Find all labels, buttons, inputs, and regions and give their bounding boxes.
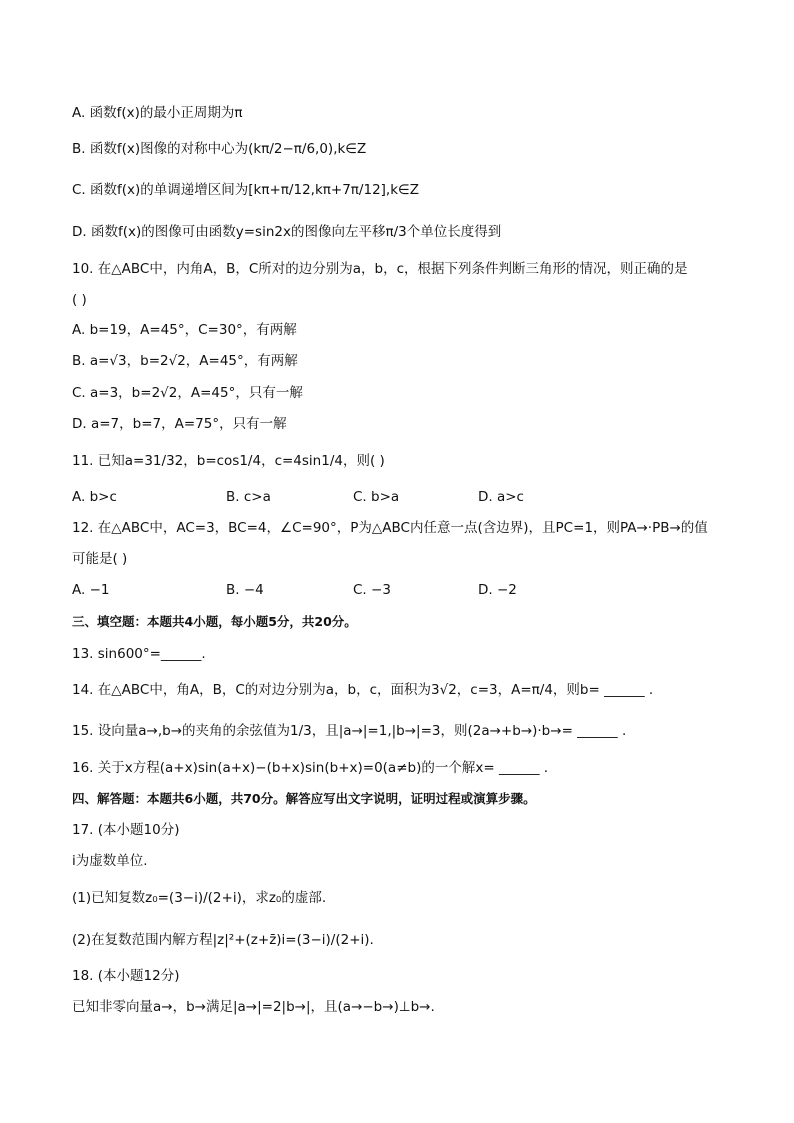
q12-option-d: D. −2 (478, 582, 517, 598)
q17-part-2: (2)在复数范围内解方程|z|²+(z+z̄)i=(3−i)/(2+i). (72, 932, 374, 948)
section-4-heading: 四、解答题：本题共6小题，共70分。解答应写出文字说明，证明过程或演算步骤。 (72, 791, 536, 806)
q11-option-a: A. b>c (72, 489, 117, 505)
q9-option-c: C. 函数f(x)的单调递增区间为[kπ+π/12,kπ+7π/12],k∈Z (72, 182, 420, 198)
q10-stem: 10. 在△ABC中，内角A，B，C所对的边分别为a，b，c，根据下列条件判断三角形的情况，则正确的是 (72, 261, 688, 277)
q11-option-c: C. b>a (353, 489, 400, 505)
q18-title: 18. (本小题12分) (72, 968, 180, 984)
q10-option-d: D. a=7，b=7，A=75°，只有一解 (72, 416, 287, 432)
q14: 14. 在△ABC中，角A，B，C的对边分别为a，b，c，面积为3√2，c=3，A=π/4，则b= ______ . (72, 682, 654, 698)
q11-stem: 11. 已知a=31/32，b=cos1/4，c=4sin1/4，则( ) (72, 453, 385, 469)
q18-stem: 已知非零向量a→，b→满足|a→|=2|b→|，且(a→−b→)⊥b→. (72, 999, 435, 1015)
q10-option-c: C. a=3，b=2√2，A=45°，只有一解 (72, 385, 303, 401)
q17-intro: i为虚数单位. (72, 853, 148, 869)
q9-option-a: A. 函数f(x)的最小正周期为π (72, 105, 243, 121)
q11-option-b: B. c>a (226, 489, 271, 505)
q12-option-b: B. −4 (226, 582, 264, 598)
q10-option-a: A. b=19，A=45°，C=30°，有两解 (72, 322, 297, 338)
q10-option-b: B. a=√3，b=2√2，A=45°，有两解 (72, 353, 298, 369)
q11-option-d: D. a>c (478, 489, 524, 505)
q9-option-d: D. 函数f(x)的图像可由函数y=sin2x的图像向左平移π/3个单位长度得到 (72, 224, 502, 240)
q15: 15. 设向量a→,b→的夹角的余弦值为1/3，且|a→|=1,|b→|=3，则(2a→+b→)·b→= ______ . (72, 723, 627, 739)
section-3-heading: 三、填空题：本题共4小题，每小题5分，共20分。 (72, 614, 357, 629)
q13: 13. sin600°=______. (72, 646, 206, 662)
q10-paren: ( ) (72, 292, 87, 308)
q12-option-a: A. −1 (72, 582, 110, 598)
q17-part-1: (1)已知复数z₀=(3−i)/(2+i)，求z₀的虚部. (72, 890, 327, 906)
q17-title: 17. (本小题10分) (72, 822, 180, 838)
q12-option-c: C. −3 (353, 582, 391, 598)
q9-option-b: B. 函数f(x)图像的对称中心为(kπ/2−π/6,0),k∈Z (72, 141, 367, 157)
q12-stem: 12. 在△ABC中，AC=3，BC=4，∠C=90°，P为△ABC内任意一点(含边界)，且PC=1，则PA→·PB→的值 (72, 520, 708, 536)
q16: 16. 关于x方程(a+x)sin(a+x)−(b+x)sin(b+x)=0(a≠b)的一个解x= ______ . (72, 760, 549, 776)
q12-stem-continued: 可能是( ) (72, 551, 128, 567)
